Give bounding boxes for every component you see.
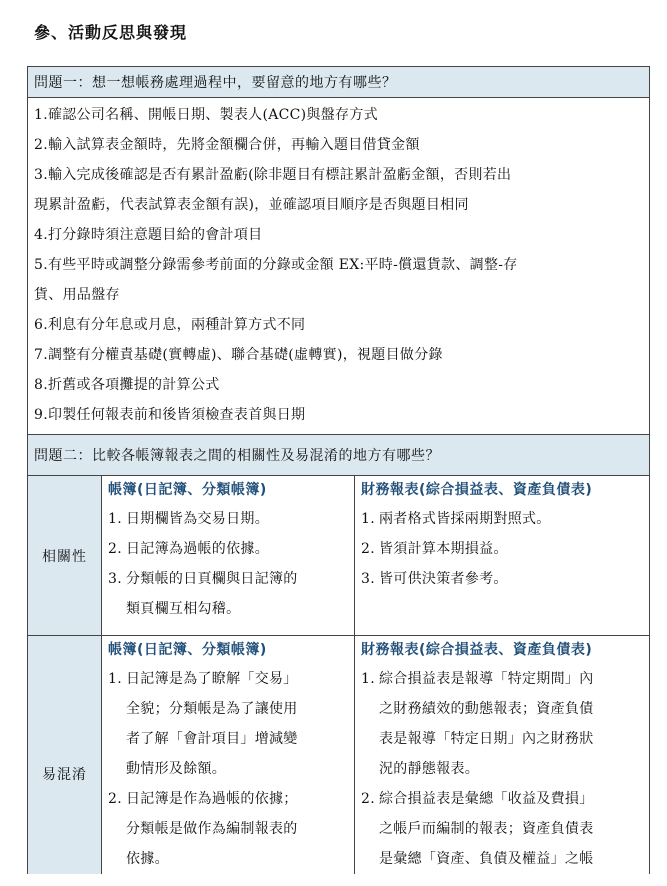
confusing-label: 易混淆 bbox=[28, 636, 102, 875]
related-label: 相關性 bbox=[28, 476, 102, 636]
list-item bbox=[108, 664, 348, 784]
item-number: 3. bbox=[361, 571, 375, 587]
item-text-line: 表是報導「特定日期」內之財務狀 bbox=[379, 731, 594, 747]
item-text-line: 日記簿是為了瞭解「交易」 bbox=[126, 671, 298, 687]
item-text-line: 分類帳的日頁欄與日記簿的 bbox=[126, 571, 298, 587]
item-text-line: 日記簿為過帳的依據。 bbox=[126, 541, 269, 557]
list-item bbox=[361, 664, 643, 784]
question1-line: 7.調整有分權責基礎(實轉虛)、聯合基礎(虛轉實)，視題目做分錄 bbox=[34, 347, 443, 363]
list-item bbox=[361, 504, 643, 534]
item-text bbox=[126, 784, 348, 874]
item-text-line: 分類帳是做作為編制報表的 bbox=[126, 821, 298, 837]
item-text bbox=[379, 784, 643, 874]
item-text bbox=[379, 534, 643, 564]
list-item bbox=[108, 564, 348, 624]
item-number: 1. bbox=[108, 671, 122, 687]
list-item bbox=[108, 784, 348, 874]
item-text-line: 況的靜態報表。 bbox=[379, 761, 480, 777]
related-ledger-title: 帳簿(日記簿、分類帳簿) bbox=[108, 482, 267, 498]
question1-line: 4.打分錄時須注意題目給的會計項目 bbox=[34, 227, 263, 243]
question1-line: 貨、用品盤存 bbox=[34, 287, 120, 303]
item-text-line: 綜合損益表是報導「特定期間」內 bbox=[379, 671, 594, 687]
item-text-line: 全貌；分類帳是為了讓使用 bbox=[126, 701, 298, 717]
item-number: 1. bbox=[361, 671, 375, 687]
reflection-table bbox=[27, 66, 650, 874]
item-number: 2. bbox=[361, 791, 375, 807]
item-text bbox=[126, 504, 348, 534]
item-text-line: 之帳戶而編制的報表；資產負債表 bbox=[379, 821, 594, 837]
item-number: 1. bbox=[108, 511, 122, 527]
item-text-line: 者了解「會計項目」增減變 bbox=[126, 731, 298, 747]
question2-title: 問題二：比較各帳簿報表之間的相關性及易混淆的地方有哪些？ bbox=[28, 435, 650, 476]
related-ledger-cell bbox=[102, 476, 355, 636]
confusing-ledger-cell bbox=[102, 636, 355, 875]
item-number: 3. bbox=[108, 571, 122, 587]
section-heading: 參、活動反思與發現 bbox=[34, 23, 188, 42]
item-text-line: 日期欄皆為交易日期。 bbox=[126, 511, 269, 527]
item-text-line: 類頁欄互相勾稽。 bbox=[126, 601, 241, 617]
question1-line: 現累計盈虧，代表試算表金額有誤)，並確認項目順序是否與題目相同 bbox=[34, 197, 469, 213]
question1-line: 6.利息有分年息或月息，兩種計算方式不同 bbox=[34, 317, 306, 333]
question1-line: 2.輸入試算表金額時，先將金額欄合併，再輸入題目借貸金額 bbox=[34, 137, 420, 153]
list-item bbox=[361, 534, 643, 564]
question1-title: 問題一：想一想帳務處理過程中，要留意的地方有哪些？ bbox=[28, 67, 650, 98]
list-item bbox=[108, 504, 348, 534]
confusing-statement-cell bbox=[355, 636, 650, 875]
question1-line: 8.折舊或各項攤提的計算公式 bbox=[34, 377, 220, 393]
confusing-statement-title: 財務報表(綜合損益表、資產負債表) bbox=[361, 642, 593, 658]
item-text bbox=[126, 564, 348, 624]
related-statement-cell bbox=[355, 476, 650, 636]
item-text bbox=[379, 664, 643, 784]
item-text-line: 依據。 bbox=[126, 851, 169, 867]
confusing-ledger-title: 帳簿(日記簿、分類帳簿) bbox=[108, 642, 267, 658]
item-text bbox=[126, 534, 348, 564]
question1-line: 3.輸入完成後確認是否有累計盈虧(除非題目有標註累計盈虧金額，否則若出 bbox=[34, 167, 512, 183]
item-text bbox=[379, 564, 643, 594]
item-number: 2. bbox=[108, 541, 122, 557]
item-text-line: 綜合損益表是彙總「收益及費損」 bbox=[379, 791, 594, 807]
item-text-line: 皆可供決策者參考。 bbox=[379, 571, 508, 587]
item-text-line: 皆須計算本期損益。 bbox=[379, 541, 508, 557]
related-statement-title: 財務報表(綜合損益表、資產負債表) bbox=[361, 482, 593, 498]
item-number: 2. bbox=[361, 541, 375, 557]
item-number: 2. bbox=[108, 791, 122, 807]
item-text-line: 之財務績效的動態報表；資產負債 bbox=[379, 701, 594, 717]
item-text-line: 兩者格式皆採兩期對照式。 bbox=[379, 511, 551, 527]
list-item bbox=[361, 564, 643, 594]
item-text bbox=[379, 504, 643, 534]
item-text-line: 日記簿是作為過帳的依據； bbox=[126, 791, 298, 807]
item-number: 1. bbox=[361, 511, 375, 527]
question1-line: 9.印製任何報表前和後皆須檢查表首與日期 bbox=[34, 407, 306, 423]
item-text-line: 動情形及餘額。 bbox=[126, 761, 227, 777]
item-text bbox=[126, 664, 348, 784]
item-text-line: 是彙總「資產、負債及權益」之帳 bbox=[379, 851, 594, 867]
question1-line: 1.確認公司名稱、開帳日期、製表人(ACC)與盤存方式 bbox=[34, 107, 378, 123]
question1-answer bbox=[28, 98, 650, 435]
question1-line: 5.有些平時或調整分錄需參考前面的分錄或金額 EX:平時-償還貨款、調整-存 bbox=[34, 257, 518, 273]
list-item bbox=[108, 534, 348, 564]
list-item bbox=[361, 784, 643, 874]
